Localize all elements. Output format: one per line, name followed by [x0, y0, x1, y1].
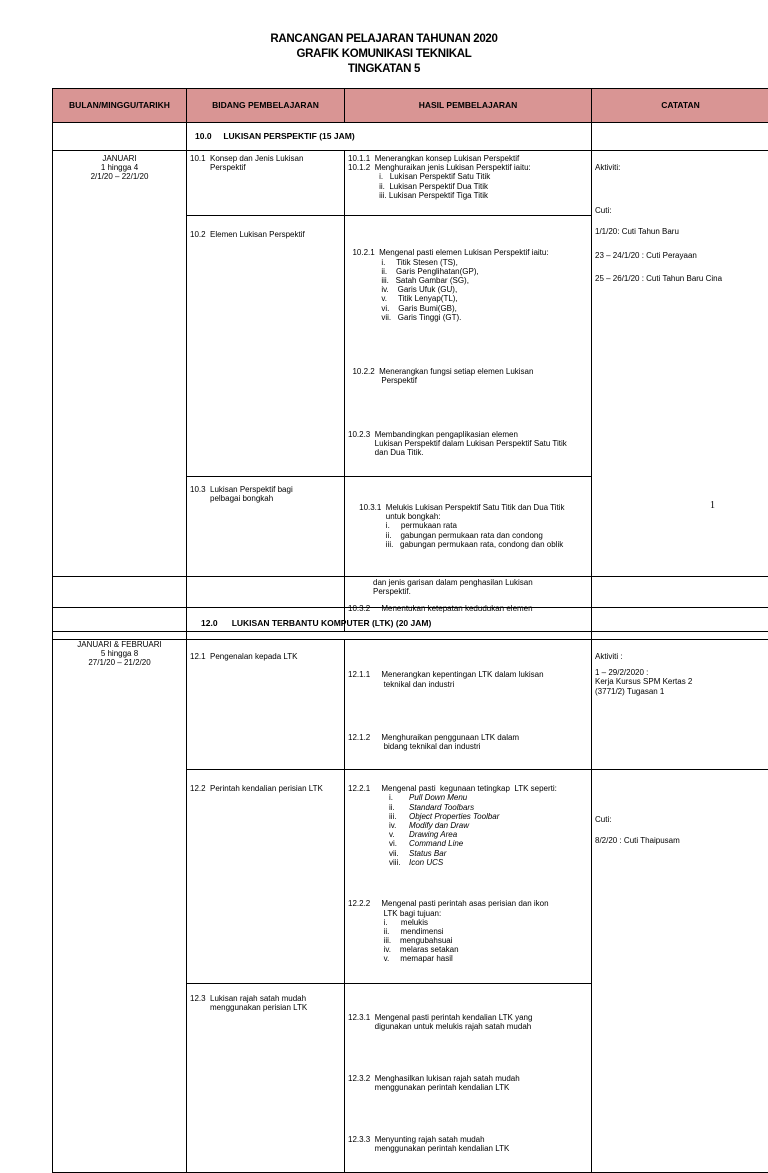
toolbar-list: i. ii. iii. iv. v. vi. vii. viii. Pull Down Menu Standard Toolbars Object Properties Toolbar Modify dan Draw Drawing Area Command Line Status Bar Icon UCS [348, 793, 591, 867]
section-title: 12.0 LUKISAN TERBANTU KOMPUTER (LTK) (20 JAM) [187, 608, 592, 640]
bidang-12-1: 12.1 Pengenalan kepada LTK [187, 640, 345, 770]
hasil-12-3: 12.3.1 Mengenal pasti perintah kendalian LTK yang digunakan untuk melukis rajah satah mudah 12.3.2 Menghasilkan lukisan rajah satah mudah menggunakan perintah kendalian LTK 12.3.3 Menyunting rajah satah mudah menggunakan perintah kendalian LTK [345, 984, 592, 1172]
hasil-10-3: 10.3.1 Melukis Lukisan Perspektif Satu Titik dan Dua Titik untuk bongkah: i. permukaan rata ii. gabungan permukaan rata dan condong iii. gabungan permukaan rata, condong dan oblik 10.3.2 Menentukan ketepatan kedudukan elemen [345, 476, 592, 632]
date-cell: JANUARI 1 hingga 4 2/1/20 – 22/1/20 [53, 151, 187, 632]
catatan-cell-aktiviti: Aktiviti : 1 – 29/2/2020 : Kerja Kursus SPM Kertas 2 (3771/2) Tugasan 1 [592, 640, 768, 770]
section-row [53, 608, 768, 640]
carry-over-row [53, 577, 768, 608]
lesson-plan-table-page-1 [52, 88, 768, 632]
table-row [53, 640, 768, 770]
bidang-12-2: 12.2 Perintah kendalian perisian LTK [187, 770, 345, 984]
header-bidang: BIDANG PEMBELAJARAN [187, 89, 345, 123]
section-row [53, 123, 768, 151]
hasil-12-2: 12.2.1 Mengenal pasti kegunaan tetingkap LTK seperti: i. ii. iii. iv. v. vi. vii. viii. Pull Down Menu Standard Toolbars Object Properties Toolbar Modify dan Draw Drawing Area Command Line Status Bar Icon UCS 12.2.2 Mengenal pasti perintah asas perisian dan ikon LTK bagi tujuan: i. melukis ii. mendimensi iii. mengubahsuai iv. melaras setakan v. memapar hasil [345, 770, 592, 984]
bidang-10-1: 10.1 Konsep dan Jenis Lukisan Perspektif [187, 151, 345, 216]
date-cell: JANUARI & FEBRUARI 5 hingga 8 27/1/20 – 21/2/20 [53, 640, 187, 1173]
hasil-10-2: 10.2.1 Mengenal pasti elemen Lukisan Perspektif iaitu: i. Titik Stesen (TS), ii. Garis Penglihatan(GP), iii. Satah Gambar (SG), iv. Garis Ufuk (GU), v. Titik Lenyap(TL), vi. Garis Bumi(GB), vii. Garis Tinggi (GT). 10.2.2 Menerangkan fungsi setiap elemen Lukisan Perspektif 10.2.3 Membandingkan pengaplikasian elemen Lukisan Perspektif dalam Lukisan Perspektif Satu Titik dan Dua Titik. [345, 216, 592, 477]
title-line-1: RANCANGAN PELAJARAN TAHUNAN 2020 [0, 33, 768, 45]
table-row [53, 151, 768, 216]
title-line-2: GRAFIK KOMUNIKASI TEKNIKAL [0, 48, 768, 60]
section-title: 10.0 LUKISAN PERSPEKTIF (15 JAM) [187, 123, 592, 151]
header-hasil: HASIL PEMBELAJARAN [345, 89, 592, 123]
carry-over-text: dan jenis garisan dalam penghasilan Lukisan Perspektif. [345, 577, 592, 608]
hasil-12-1: 12.1.1 Menerangkan kepentingan LTK dalam lukisan teknikal dan industri 12.1.2 Menghuraikan penggunaan LTK dalam bidang teknikal dan industri [345, 640, 592, 770]
table-header-row [53, 89, 768, 123]
title-line-3: TINGKATAN 5 [0, 63, 768, 75]
header-catatan: CATATAN [592, 89, 768, 123]
header-bulan: BULAN/MINGGU/TARIKH [53, 89, 187, 123]
lesson-plan-table-page-2 [52, 576, 768, 1173]
page-number: 1 [710, 500, 715, 511]
bidang-12-3: 12.3 Lukisan rajah satah mudah menggunakan perisian LTK [187, 984, 345, 1172]
bidang-10-2: 10.2 Elemen Lukisan Perspektif [187, 216, 345, 477]
catatan-cell-cuti: Cuti: 8/2/20 : Cuti Thaipusam [592, 770, 768, 1172]
hasil-10-1: 10.1.1 Menerangkan konsep Lukisan Perspektif 10.1.2 Menghuraikan jenis Lukisan Perspektif iaitu: i. Lukisan Perspektif Satu Titik ii. Lukisan Perspektif Dua Titik iii. Lukisan Perspektif Tiga Titik [345, 151, 592, 216]
catatan-cell: Aktiviti: Cuti: 1/1/20: Cuti Tahun Baru 23 – 24/1/20 : Cuti Perayaan 25 – 26/1/20 : Cuti Tahun Baru Cina [592, 151, 768, 632]
bidang-10-3: 10.3 Lukisan Perspektif bagi pelbagai bongkah [187, 476, 345, 632]
